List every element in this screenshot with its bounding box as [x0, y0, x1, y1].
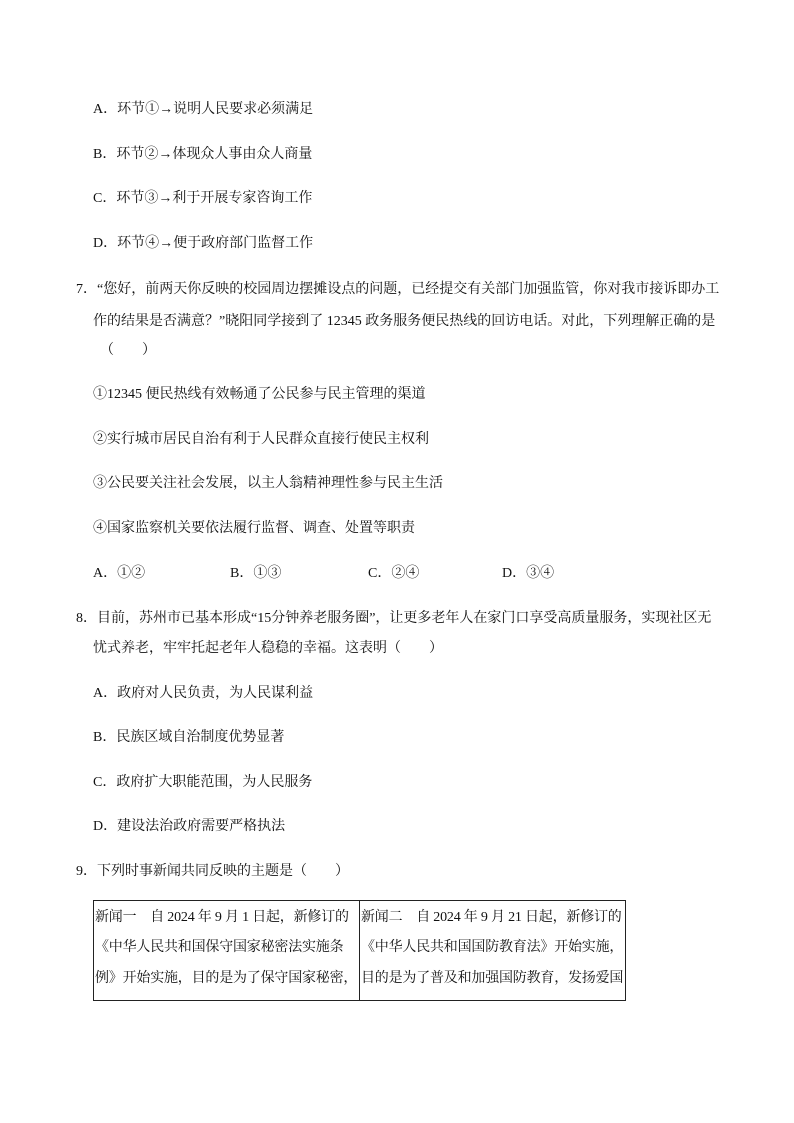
q7-number: 7．	[76, 282, 97, 297]
q8-number: 8．	[76, 611, 97, 626]
news-table	[93, 900, 626, 1001]
q8-option-c: C．政府扩大职能范围，为人民服务	[93, 775, 313, 790]
q7-statement-1: ①12345 便民热线有效畅通了公民参与民主管理的渠道	[93, 387, 426, 402]
q7-option-d: D．③④	[502, 566, 555, 581]
q8-option-d: D．建设法治政府需要严格执法	[93, 819, 286, 834]
q9-number: 9．	[76, 864, 97, 879]
q7-stem-text-1: “您好，前两天你反映的校园周边摆摊设点的问题，已经提交有关部门加强监管，你对我市接诉即办工	[97, 282, 720, 297]
q7-option-a: A．①②	[93, 566, 146, 581]
q6-option-a: A．环节①→说明人民要求必须满足	[93, 102, 314, 117]
q9-stem	[76, 862, 349, 882]
q7-answer-bracket: （ ）	[100, 343, 156, 358]
q8-option-b: B．民族区域自治制度优势显著	[93, 730, 285, 745]
q6-option-d: D．环节④→便于政府部门监督工作	[93, 236, 314, 251]
q7-statement-2: ②实行城市居民自治有利于人民群众直接行使民主权利	[93, 432, 429, 447]
q7-stem-line-1	[76, 280, 719, 300]
q6-option-c: C．环节③→利于开展专家咨询工作	[93, 191, 313, 206]
news-2-line-2: 《中华人民共和国国防教育法》开始实施，	[361, 940, 624, 955]
news-1-line-1: 新闻一 自 2024 年 9 月 1 日起，新修订的	[95, 910, 349, 925]
q7-option-b: B．①③	[230, 566, 282, 581]
news-2-line-3: 目的是为了普及和加强国防教育，发扬爱国	[361, 971, 624, 986]
news-1-line-2: 《中华人民共和国保守国家秘密法实施条	[95, 940, 344, 955]
q7-stem-line-2: 作的结果是否满意？”晓阳同学接到了 12345 政务服务便民热线的回访电话。对此，下列理解正确的是	[93, 314, 716, 329]
q8-stem-line-2: 忧式养老，牢牢托起老年人稳稳的幸福。这表明（ ）	[93, 641, 443, 656]
q8-option-a: A．政府对人民负责，为人民谋利益	[93, 686, 314, 701]
news-cell-2	[359, 901, 625, 1000]
news-1-line-3: 例》开始实施，目的是为了保守国家秘密，	[95, 971, 358, 986]
q8-stem-text-1: 目前，苏州市已基本形成“15分钟养老服务圈”，让更多老年人在家门口享受高质量服务，实现社区无	[97, 611, 712, 626]
q9-stem-text: 下列时事新闻共同反映的主题是（ ）	[97, 864, 349, 879]
news-cell-1	[94, 901, 360, 1000]
q7-statement-4: ④国家监察机关要依法履行监督、调查、处置等职责	[93, 521, 415, 536]
news-2-line-1: 新闻二 自 2024 年 9 月 21 日起，新修订的	[361, 910, 622, 925]
q7-option-c: C．②④	[368, 566, 420, 581]
q6-option-b: B．环节②→体现众人事由众人商量	[93, 147, 313, 162]
q8-stem-line-1	[76, 609, 711, 629]
q7-statement-3: ③公民要关注社会发展，以主人翁精神理性参与民主生活	[93, 476, 443, 491]
